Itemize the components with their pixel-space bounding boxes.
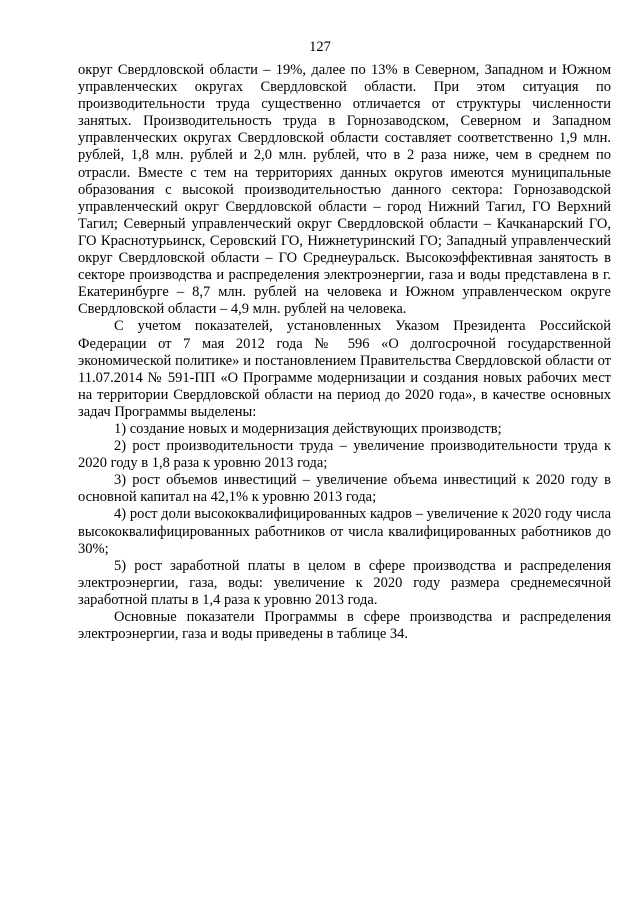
paragraph-table-reference: Основные показатели Программы в сфере производства и распределения электроэнергии, газа и воды приведены в таблице 34. (78, 609, 611, 643)
page-number: 127 (309, 39, 331, 55)
list-item-task-3: 3) рост объемов инвестиций – увеличение объема инвестиций к 2020 году в основной капитал на 42,1% к уровню 2013 года; (78, 472, 611, 506)
list-item-task-5: 5) рост заработной платы в целом в сфере производства и распределения электроэнергии, газа, воды: увеличение к 2020 году размера среднемесячной заработной платы в 1,4 раза к уровню 2013 года. (78, 557, 611, 608)
list-item-task-4: 4) рост доли высококвалифицированных кадров – увеличение к 2020 году числа высококвалифицированных работников от числа квалифицированных работников до 30%; (78, 506, 611, 557)
document-body (78, 62, 611, 643)
paragraph-program-tasks-intro: С учетом показателей, установленных Указом Президента Российской Федерации от 7 мая 2012 года № 596 «О долгосрочной государственной экономической политике» и постановлением Правительства Свердловской области от 11.07.2014 № 591-ПП «О Программе модернизации и создания новых рабочих мест на территории Свердловской области на период до 2020 года», в качестве основных задач Программы выделены: (78, 318, 611, 420)
list-item-task-2: 2) рост производительности труда – увеличение производительности труда к 2020 году в 1,8 раза к уровню 2013 года; (78, 438, 611, 472)
list-item-task-1: 1) создание новых и модернизация действующих производств; (114, 420, 502, 437)
paragraph-continuation: округ Свердловской области – 19%, далее по 13% в Северном, Западном и Южном управленческих округах Свердловской области. При этом ситуация по производительности труда существенно отличается от структуры численности занятых. Производительность труда в Горнозаводском, Северном и Западном управленческих округах Свердловской области составляет соответственно 1,9 млн. рублей, 1,8 млн. рублей и 2,0 млн. рублей, что в 2 раза ниже, чем в среднем по отрасли. Вместе с тем на территориях данных округов имеются муниципальные образования с высокой производительностью данного сектора: Горнозаводской управленческий округ Свердловской области – город Нижний Тагил, ГО Верхний Тагил; Северный управленческий округ Свердловской области – Качканарский ГО, ГО Краснотурьинск, Серовский ГО, Нижнетуринский ГО; Западный управленческий округ Свердловской области – ГО Среднеуральск. Высокоэффективная занятость в секторе производства и распределения электроэнергии, газа и воды представлена в г. Екатеринбурге – 8,7 млн. рублей на человека и Южном управленческом округе Свердловской области – 4,9 млн. рублей на человека. (78, 62, 611, 318)
